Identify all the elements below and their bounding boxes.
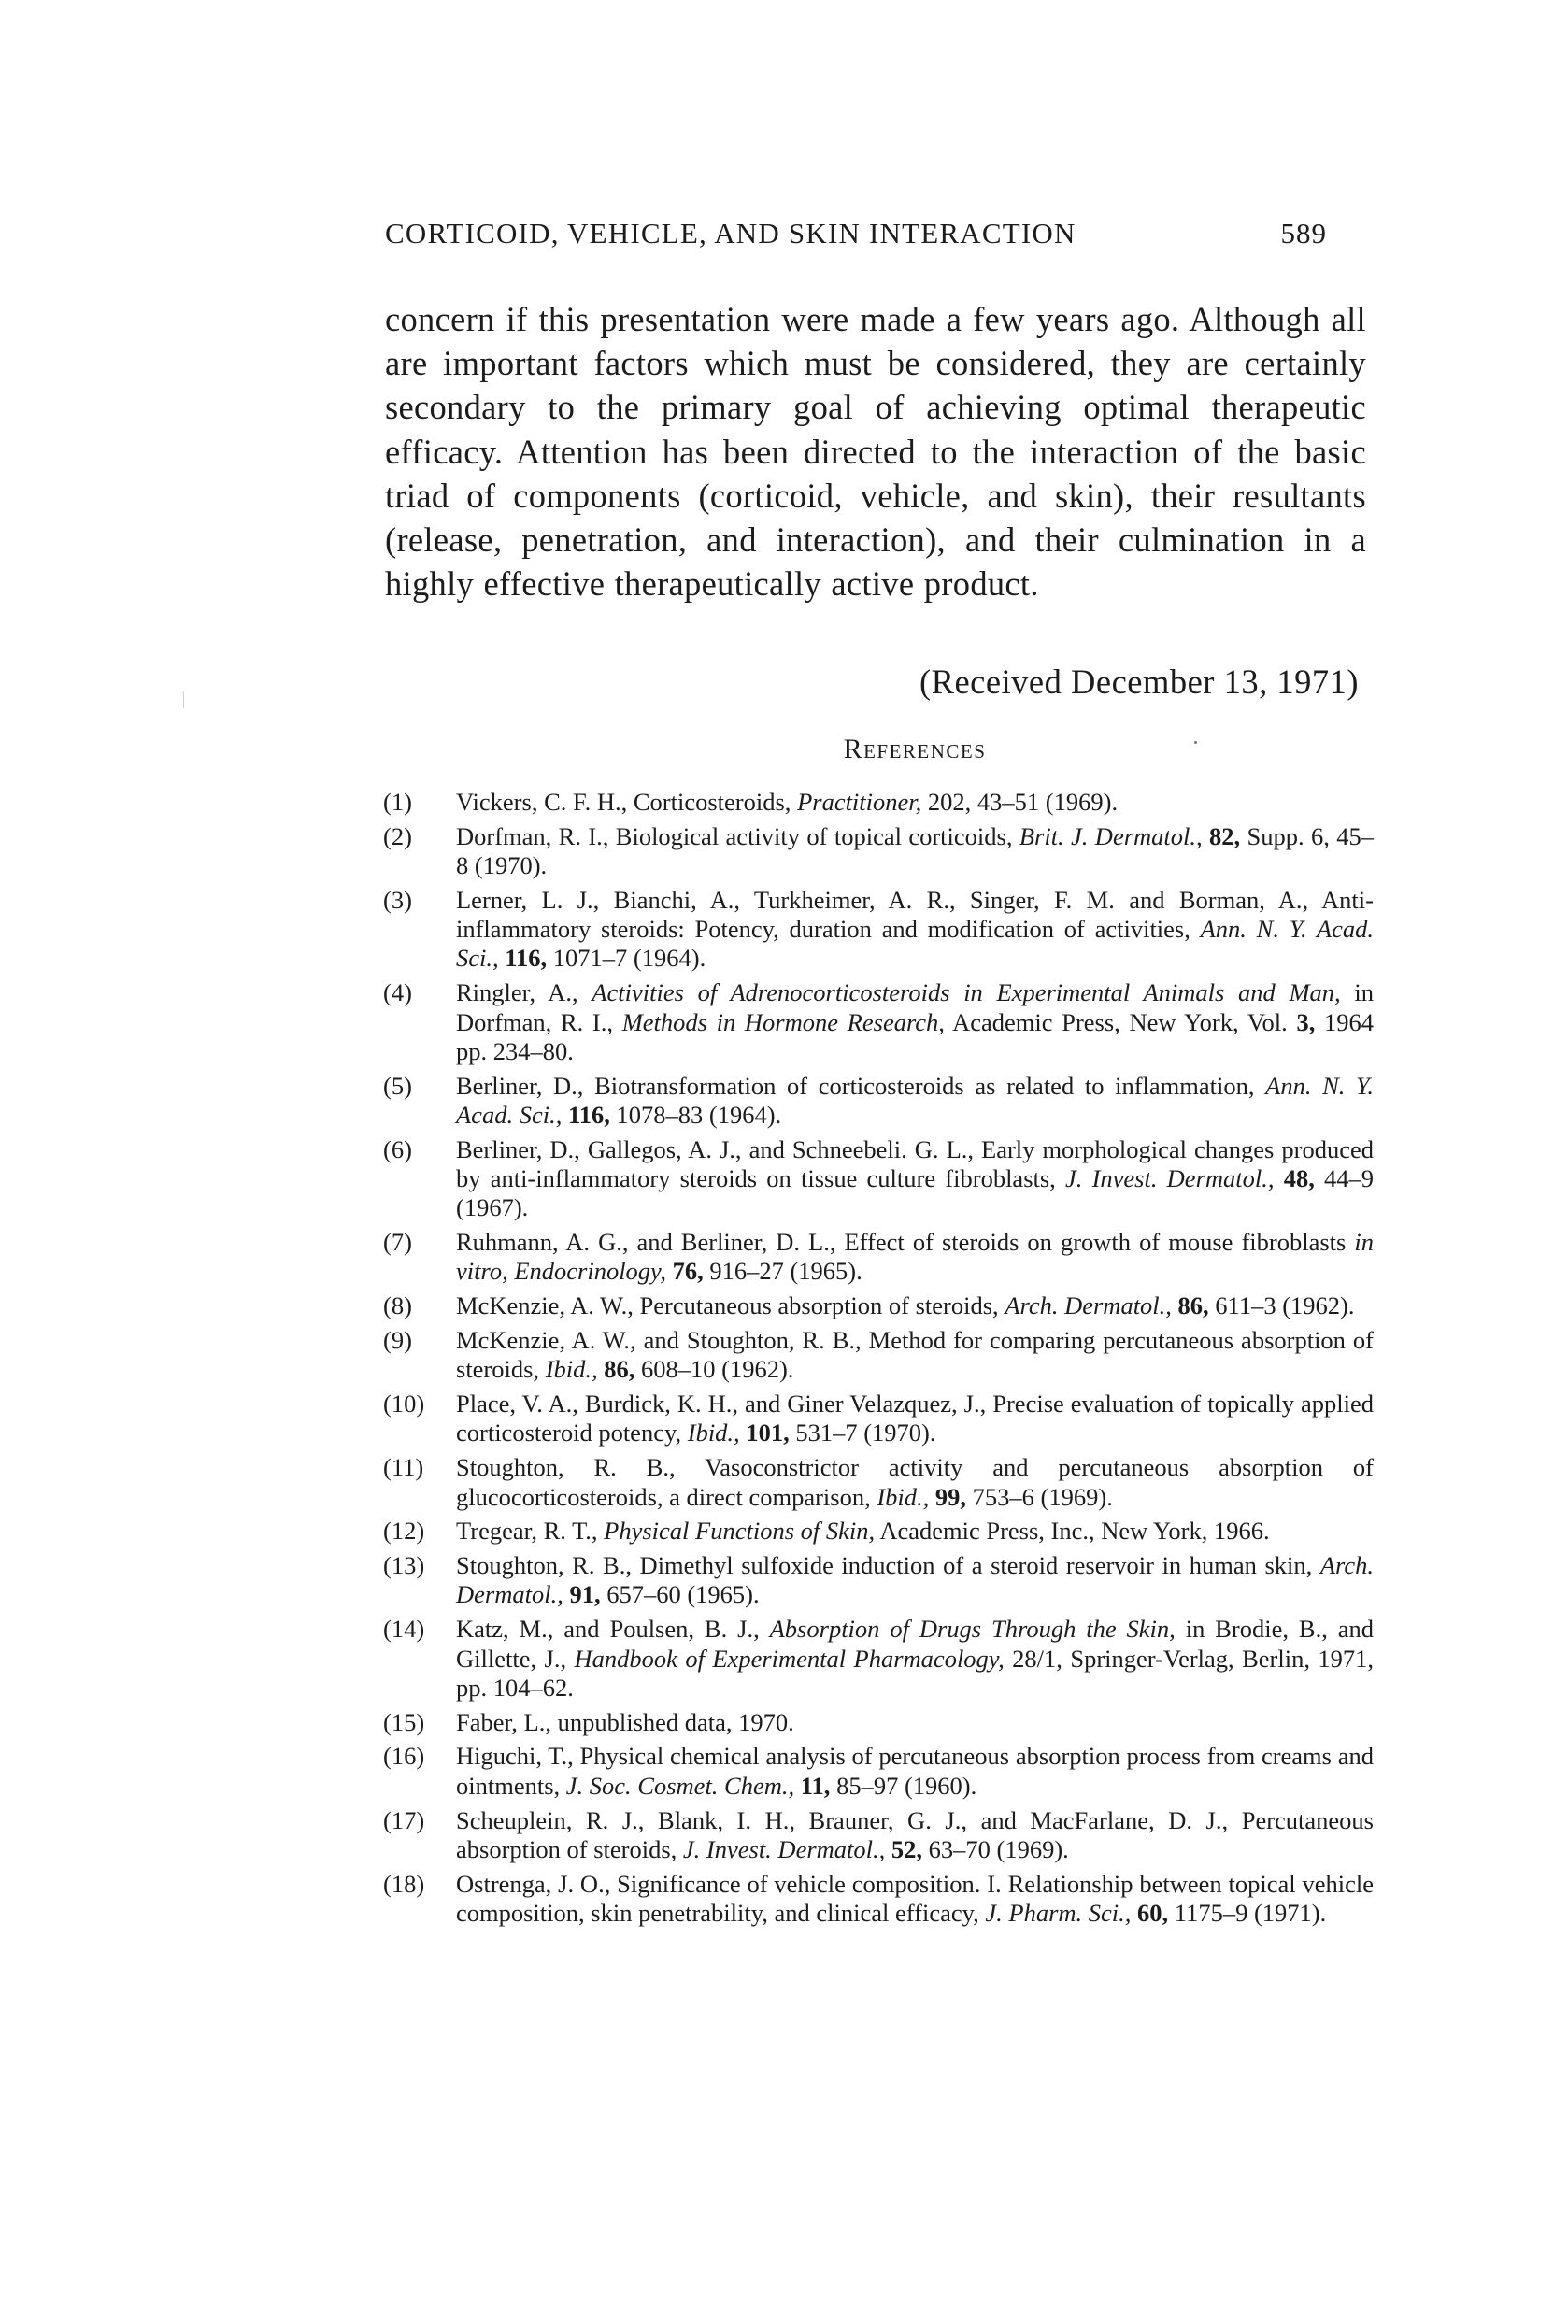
reference-text — [456, 1517, 1270, 1545]
body-paragraph: concern if this presentation were made a few years ago. Although all are important factors which must be considered, they are certainly secondary to the primary goal of achieving optimal therapeutic efficacy. Attention has been directed to the interaction of the basic triad of components (corticoid, vehicle, and skin), their resultants (release, penetration, and interaction), and their culmination in a highly effective therapeutically active product. — [385, 300, 1366, 604]
reference-number: (13) — [383, 1551, 425, 1580]
reference-item — [383, 822, 1374, 881]
reference-segment: Lerner, L. J., Bianchi, A., Turkheimer, A. R., Singer, F. M. and Borman, A., Anti-inflammatory steroids: Potency, duration and modification of activities, — [456, 885, 1374, 944]
running-title: CORTICOID, VEHICLE, AND SKIN INTERACTION — [385, 217, 1076, 250]
reference-item — [383, 1708, 1374, 1737]
reference-number: (5) — [383, 1071, 412, 1100]
reference-text — [456, 1551, 1374, 1608]
received-date: (Received December 13, 1971) — [919, 663, 1359, 701]
reference-number: (10) — [383, 1390, 425, 1419]
reference-italic-segment: Ibid., — [687, 1419, 740, 1447]
reference-item — [383, 788, 1374, 817]
reference-text — [456, 1615, 1374, 1702]
reference-number: (8) — [383, 1291, 412, 1320]
page-number: 589 — [1280, 217, 1327, 250]
reference-segment: Ringler, A., — [456, 978, 592, 1007]
reference-italic-segment: Ibid., — [877, 1482, 930, 1511]
reference-item — [383, 1806, 1374, 1865]
reference-segment — [929, 1483, 935, 1511]
reference-item — [383, 886, 1374, 974]
reference-italic-segment: Arch. Dermatol., — [1005, 1291, 1172, 1320]
reference-volume: 52, — [891, 1834, 923, 1863]
reference-italic-segment: J. Pharm. Sci., — [985, 1898, 1132, 1927]
reference-segment: 1964 pp. 234–80. — [456, 1007, 1374, 1065]
reference-segment: Berliner, D., Biotransformation of corticosteroids as related to inflammation, — [456, 1071, 1266, 1100]
reference-volume: 3, — [1296, 1007, 1316, 1036]
reference-text — [456, 788, 1118, 816]
reference-number: (7) — [383, 1228, 412, 1257]
reference-text — [456, 886, 1374, 973]
reference-number: (15) — [383, 1707, 425, 1736]
running-head — [385, 217, 1327, 264]
reference-italic-segment: Activities of Adrenocorticosteroids in Experimental Animals and Man, — [592, 978, 1341, 1007]
reference-volume: 48, — [1283, 1164, 1315, 1193]
reference-item — [383, 1291, 1374, 1320]
reference-segment: 1175–9 (1971). — [1168, 1898, 1327, 1927]
reference-segment: 1078–83 (1964). — [609, 1100, 782, 1129]
reference-italic-segment: J. Invest. Dermatol., — [1065, 1164, 1275, 1193]
reference-text — [456, 1072, 1374, 1129]
reference-segment: Faber, L., unpublished data, 1970. — [456, 1707, 794, 1736]
reference-segment: in Dorfman, R. I., — [456, 978, 1374, 1036]
reference-segment: Dorfman, R. I., Biological activity of topical corticoids, — [456, 821, 1019, 850]
reference-italic-segment: Brit. J. Dermatol., — [1019, 821, 1203, 850]
reference-segment: 657–60 (1965). — [600, 1580, 760, 1609]
reference-item — [383, 1072, 1374, 1131]
reference-segment: 608–10 (1962). — [634, 1355, 794, 1384]
reference-text — [456, 1453, 1374, 1510]
reference-number: (16) — [383, 1742, 425, 1771]
references-heading-text: References — [843, 734, 987, 764]
reference-volume: 82, — [1209, 821, 1241, 850]
reference-text — [456, 1228, 1374, 1285]
reference-segment — [1203, 822, 1209, 850]
reference-segment: 1071–7 (1964). — [547, 944, 706, 973]
reference-number: (2) — [383, 821, 412, 850]
reference-volume: 99, — [934, 1482, 967, 1511]
reference-number: (14) — [383, 1615, 425, 1644]
reference-item — [383, 1135, 1374, 1223]
reference-text — [456, 1390, 1374, 1447]
reference-text — [456, 1742, 1374, 1799]
reference-segment: Supp. 6, 45–8 (1970). — [456, 821, 1374, 880]
reference-text — [456, 1870, 1374, 1927]
reference-item — [383, 1615, 1374, 1703]
reference-segment: 611–3 (1962). — [1208, 1291, 1355, 1320]
reference-volume: 86, — [604, 1355, 635, 1384]
reference-italic-segment: Arch. Dermatol., — [456, 1551, 1374, 1609]
reference-item — [383, 1517, 1374, 1546]
reference-italic-segment: J. Invest. Dermatol., — [682, 1834, 886, 1863]
reference-volume: 116, — [567, 1100, 610, 1129]
reference-segment: Higuchi, T., Physical chemical analysis of percutaneous absorption process from creams and ointments, — [456, 1742, 1374, 1800]
reference-text — [456, 1326, 1374, 1383]
reference-text — [456, 1708, 794, 1736]
reference-number: (6) — [383, 1134, 412, 1163]
reference-text — [456, 1291, 1354, 1319]
reference-segment — [794, 1772, 801, 1800]
reference-segment: Academic Press, New York, Vol. — [944, 1007, 1297, 1036]
reference-number: (9) — [383, 1326, 412, 1355]
reference-text — [456, 978, 1374, 1065]
reference-segment: in Brodie, B., and Gillette, J., — [456, 1615, 1374, 1673]
reference-segment: 531–7 (1970). — [789, 1419, 936, 1447]
reference-text — [456, 1806, 1374, 1863]
reference-italic-segment: Practitioner, — [797, 788, 922, 816]
reference-volume: 76, — [672, 1257, 704, 1286]
reference-segment: Stoughton, R. B., Dimethyl sulfoxide induction of a steroid reservoir in human skin, — [456, 1551, 1320, 1580]
reference-volume: 101, — [746, 1419, 790, 1447]
reference-italic-segment: Absorption of Drugs Through the Skin, — [769, 1615, 1176, 1644]
reference-list — [383, 788, 1374, 1933]
reference-segment: Tregear, R. T., — [456, 1517, 605, 1546]
reference-segment: Ostrenga, J. O., Significance of vehicle composition. I. Relationship between topical vehicle composition, skin penetrability, and clinical efficacy, — [456, 1869, 1374, 1927]
reference-italic-segment: Methods in Hormone Research, — [621, 1007, 945, 1036]
reference-item — [383, 1551, 1374, 1610]
reference-segment: McKenzie, A. W., and Stoughton, R. B., Method for comparing percutaneous absorption of steroids, — [456, 1326, 1374, 1384]
scan-speck — [1194, 741, 1197, 744]
reference-volume: 11, — [800, 1771, 831, 1800]
reference-segment: Place, V. A., Burdick, K. H., and Giner Velazquez, J., Precise evaluation of topically applied corticosteroid potency, — [456, 1390, 1374, 1447]
reference-italic-segment: in vitro, Endocrinology, — [456, 1228, 1374, 1286]
reference-volume: 91, — [569, 1580, 601, 1609]
reference-italic-segment: Ann. N. Y. Acad. Sci., — [456, 1071, 1374, 1129]
reference-segment: Berliner, D., Gallegos, A. J., and Schneebeli. G. L., Early morphological changes produced by anti-inflammatory steroids on tissue culture fibroblasts, — [456, 1134, 1374, 1193]
reference-segment: Vickers, C. F. H., Corticosteroids, — [456, 788, 798, 816]
reference-number: (4) — [383, 978, 412, 1007]
reference-italic-segment: Ibid., — [545, 1355, 598, 1384]
reference-number: (3) — [383, 885, 412, 914]
reference-segment — [1172, 1291, 1178, 1319]
reference-segment — [666, 1257, 673, 1285]
reference-segment — [885, 1835, 891, 1863]
reference-text — [456, 1135, 1374, 1222]
reference-number: (1) — [383, 788, 412, 816]
reference-number: (11) — [383, 1453, 424, 1482]
references-heading — [0, 734, 1568, 765]
scan-mark — [183, 691, 184, 708]
reference-segment: McKenzie, A. W., Percutaneous absorption of steroids, — [456, 1291, 1005, 1320]
reference-segment: 916–27 (1965). — [703, 1257, 862, 1286]
reference-item — [383, 978, 1374, 1066]
reference-text — [456, 822, 1374, 879]
reference-italic-segment: Handbook of Experimental Pharmacology, — [574, 1644, 1005, 1673]
reference-volume: 60, — [1137, 1898, 1169, 1927]
reference-item — [383, 1228, 1374, 1287]
reference-segment — [1275, 1164, 1284, 1192]
reference-item — [383, 1390, 1374, 1448]
reference-italic-segment: Ann. N. Y. Acad. Sci., — [456, 915, 1374, 973]
reference-volume: 86, — [1177, 1291, 1209, 1320]
reference-number: (12) — [383, 1517, 425, 1546]
reference-segment: Scheuplein, R. J., Blank, I. H., Brauner, G. J., and MacFarlane, D. J., Percutaneous absorption of steroids, — [456, 1805, 1374, 1863]
reference-volume: 116, — [505, 944, 548, 973]
reference-segment: Stoughton, R. B., Vasoconstrictor activity and percutaneous absorption of glucocorticosteroids, a direct comparison, — [456, 1453, 1374, 1511]
reference-segment: 44–9 (1967). — [456, 1164, 1375, 1222]
reference-number: (17) — [383, 1805, 425, 1834]
reference-item — [383, 1326, 1374, 1385]
reference-segment: Ruhmann, A. G., and Berliner, D. L., Effect of steroids on growth of mouse fibroblasts — [456, 1228, 1355, 1257]
reference-segment: 753–6 (1969). — [966, 1482, 1113, 1511]
reference-segment: 63–70 (1969). — [922, 1834, 1069, 1863]
reference-italic-segment: Physical Functions of Skin, — [604, 1517, 876, 1546]
reference-segment: Katz, M., and Poulsen, B. J., — [456, 1615, 770, 1644]
reference-item — [383, 1870, 1374, 1929]
reference-segment: 28/1, Springer-Verlag, Berlin, 1971, pp. 104–62. — [456, 1644, 1374, 1702]
reference-item — [383, 1742, 1374, 1801]
reference-segment — [562, 1101, 568, 1129]
reference-segment: 202, 43–51 (1969). — [921, 788, 1119, 816]
reference-segment: Academic Press, Inc., New York, 1966. — [875, 1517, 1270, 1546]
reference-item — [383, 1453, 1374, 1512]
reference-number: (18) — [383, 1869, 425, 1898]
reference-italic-segment: J. Soc. Cosmet. Chem., — [565, 1771, 795, 1800]
reference-segment: 85–97 (1960). — [830, 1771, 977, 1800]
